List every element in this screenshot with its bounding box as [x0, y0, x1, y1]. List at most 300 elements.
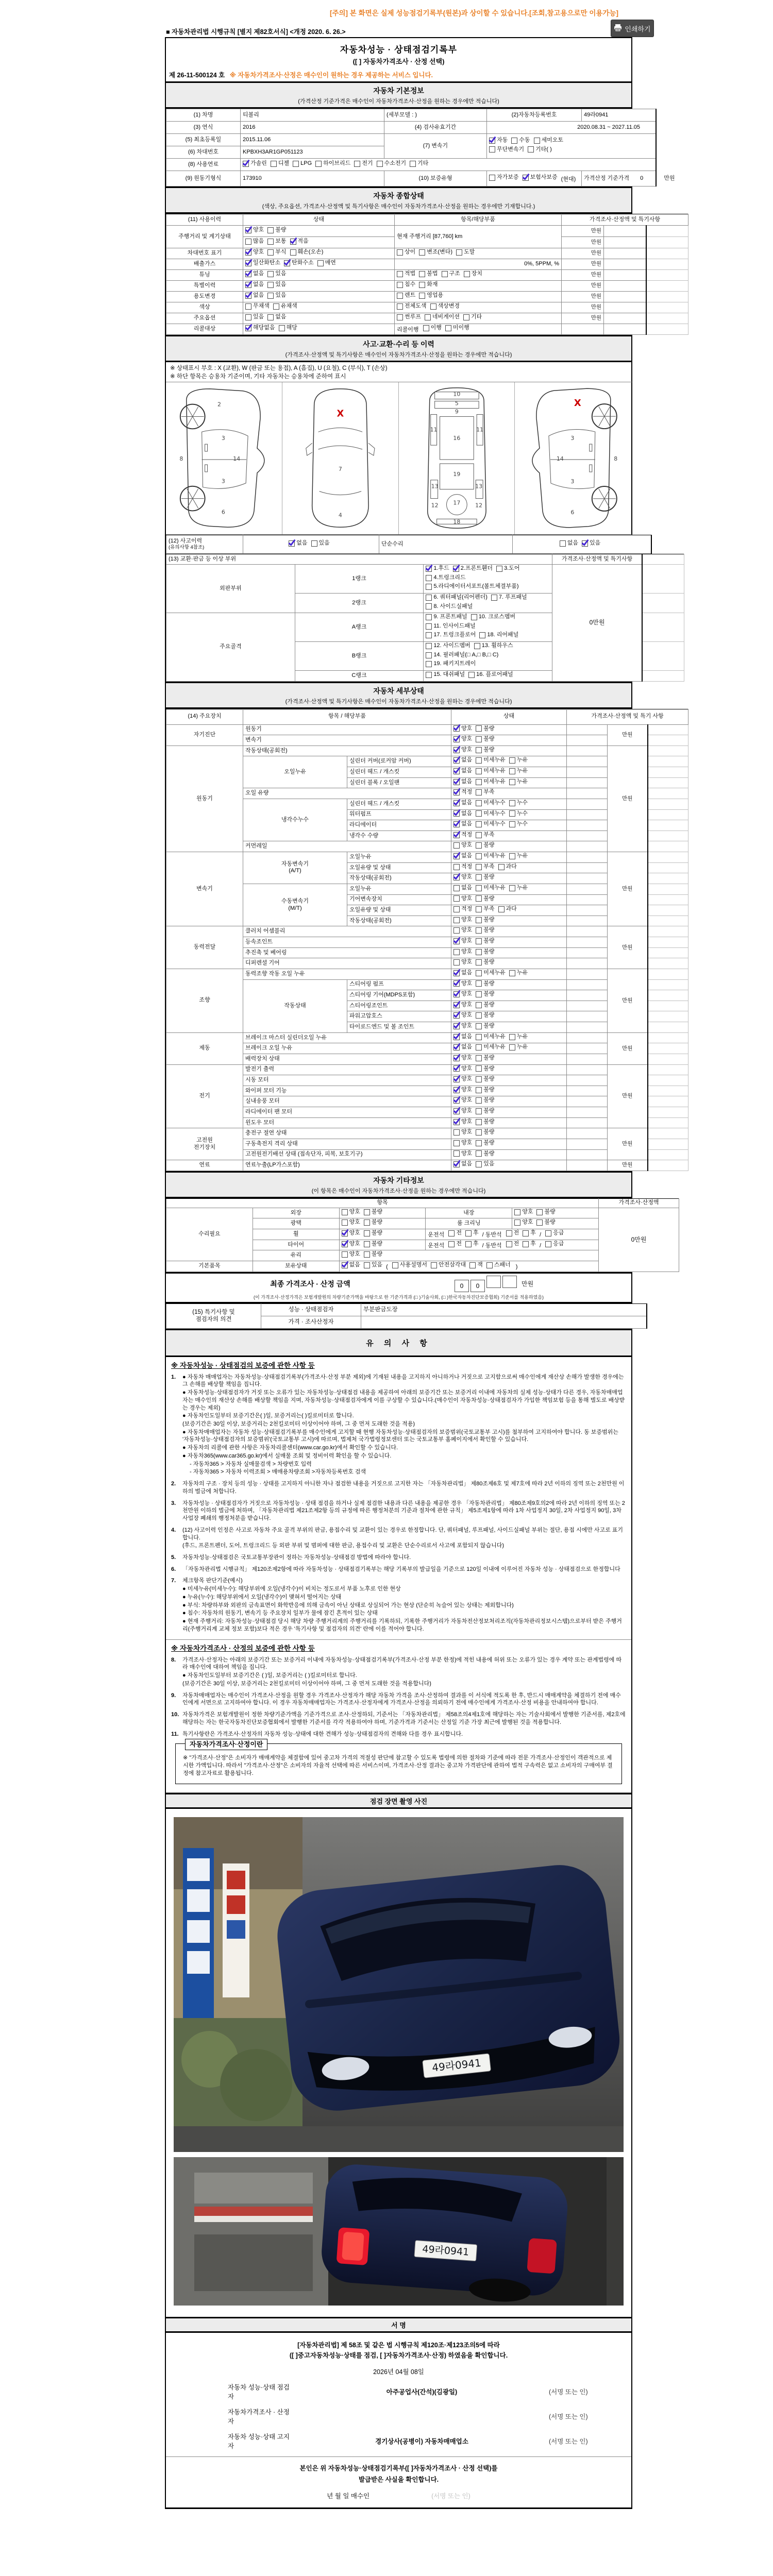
checkbox-label: 양호 [461, 959, 473, 965]
caution-notes [166, 1357, 632, 1793]
checkbox-불량[interactable] [476, 927, 494, 934]
checkbox-label: 보통 [275, 238, 287, 244]
checkbox-양호[interactable] [514, 1209, 533, 1216]
checkbox-부족[interactable] [476, 863, 494, 871]
checkbox-적정[interactable] [453, 863, 472, 871]
checkbox-label: 양호 [461, 1108, 473, 1114]
checkbox-불량[interactable] [476, 980, 494, 988]
checkbox-label: 불량 [483, 916, 495, 923]
checkbox-없음[interactable] [453, 757, 472, 764]
checkbox-box [509, 779, 515, 785]
checkbox-불량[interactable] [364, 1209, 382, 1216]
cell [582, 171, 675, 187]
checkbox-불량[interactable] [476, 1140, 494, 1147]
checkbox-탄화수소[interactable] [284, 260, 314, 267]
checkbox-불량[interactable] [476, 895, 494, 903]
final-price-note: (이 가격조사·산정가격은 보험개발원의 차량기준가액을 바탕으로 한 기준가격과 (□ )기술사회, (□ )한국자동차진단보증협회) 기준서를 적용하였음) [254, 1294, 544, 1300]
checkbox-있음[interactable] [245, 314, 264, 321]
checkbox-box [476, 1012, 482, 1019]
section-title: 자동차 세부상태 [373, 686, 424, 695]
checkbox-수동[interactable] [511, 137, 530, 144]
checkbox-변조(변타)[interactable] [419, 249, 452, 256]
checkbox-불량[interactable] [476, 874, 494, 881]
section-note: (가격조사·산정액 및 특기사항은 매수인이 자동차가격조사·산정을 원하는 경우에만 적습니다) [285, 352, 512, 358]
checkbox-적음[interactable] [290, 238, 309, 245]
checkbox-보험사보증[interactable] [523, 174, 558, 181]
checkbox-화재[interactable] [419, 281, 438, 289]
checkbox-후[interactable] [465, 1230, 479, 1237]
checkbox-box [364, 1251, 370, 1258]
checkbox-box [426, 603, 432, 609]
checkbox-누유[interactable] [509, 1044, 528, 1051]
checkbox-6. 쿼터패널(리어펜더)[interactable] [426, 594, 488, 601]
checkbox-미세누유[interactable] [476, 970, 506, 977]
checkbox-14. 필러패널(□ A,□ B,□ C)[interactable] [426, 652, 498, 659]
print-button[interactable] [611, 20, 654, 37]
checkbox-없음[interactable] [267, 314, 286, 321]
checkbox-없음[interactable] [342, 1262, 360, 1269]
options [453, 1033, 531, 1042]
note-number: 5. [171, 1554, 176, 1561]
checkbox-box [377, 161, 383, 167]
checkbox-누수[interactable] [509, 800, 528, 807]
checkbox-불량[interactable] [476, 1065, 494, 1073]
checkbox-box [476, 1108, 482, 1114]
checkbox-box [476, 970, 482, 976]
checkbox-양호[interactable] [342, 1251, 360, 1258]
checkbox-불량[interactable] [476, 1087, 494, 1094]
checkbox-없음[interactable] [245, 270, 264, 278]
note-line: ● 현재 주행거리: 자동차성능·상태점검 당시 해당 차량 주행거리계의 주행거리를 기록하되, 기록한 주행거리가 자동차전산정보처리조직(자동차관리정보시스템)으로부터 받은 주행거리(주행거리계 교체 정보 포함)보다 적은 경우 '특기사항 및 점검자의 의견' 란에 이를 적어야 합니다. [182, 1618, 622, 1632]
checkbox-없음[interactable] [453, 768, 472, 775]
cell: 연료 [166, 1160, 243, 1171]
checkbox-미세누수[interactable] [476, 810, 506, 818]
checkbox-label: 양호 [461, 1129, 473, 1136]
option-text: / 동반석 [482, 1242, 503, 1249]
checkbox-양호[interactable] [453, 1129, 472, 1136]
checkbox-양호[interactable] [453, 1097, 472, 1104]
checkbox-누수[interactable] [509, 821, 528, 828]
checkbox-12. 사이드멤버[interactable] [426, 642, 470, 650]
checkbox-적법[interactable] [397, 270, 415, 278]
checkbox-양호[interactable] [453, 980, 472, 988]
checkbox-18. 리어패널[interactable] [479, 632, 518, 639]
checkbox-과다[interactable] [498, 863, 517, 871]
checkbox-불량[interactable] [476, 1055, 494, 1062]
checkbox-미세누유[interactable] [476, 853, 506, 860]
checkbox-적정[interactable] [453, 832, 472, 839]
checkbox-누유[interactable] [509, 757, 528, 764]
checkbox-해당없음[interactable] [245, 325, 275, 332]
checkbox-불량[interactable] [536, 1209, 555, 1216]
checkbox-기타( )[interactable] [528, 146, 552, 154]
checkbox-양호[interactable] [453, 1140, 472, 1147]
checkbox-없음[interactable] [245, 281, 264, 289]
cell: 스티어링조인트 [347, 1001, 451, 1011]
checkbox-전체도색[interactable] [397, 303, 427, 310]
cell: 오일누유 [347, 884, 451, 894]
checkbox-양호[interactable] [453, 1087, 472, 1094]
checkbox-사용설명서[interactable] [392, 1262, 427, 1269]
checkbox-부족[interactable] [476, 832, 494, 839]
checkbox-부식[interactable] [267, 249, 286, 256]
cell [243, 270, 395, 281]
checkbox-양호[interactable] [245, 227, 264, 234]
options [342, 1221, 386, 1227]
checkbox-도말[interactable] [456, 249, 475, 256]
checkbox-있음[interactable] [582, 540, 600, 547]
options [453, 884, 531, 893]
cell [648, 788, 688, 799]
cell [451, 767, 567, 778]
signature-law-line-1: [자동차관리법] 제 58조 및 같은 법 시행규칙 제120조·제123조의5에 따라 [297, 2341, 500, 2349]
checkbox-17. 트렁크플로어[interactable] [426, 632, 476, 639]
cell [451, 724, 567, 735]
cell [451, 745, 567, 756]
options [453, 993, 498, 999]
checkbox-영업용[interactable] [419, 292, 443, 299]
checkbox-누유[interactable] [509, 768, 528, 775]
checkbox-후[interactable] [523, 1230, 536, 1237]
legend-line-1: ※ 상태표시 부호 : X (교환), W (판금 또는 용접), A (흠집), U (요철), C (부식), T (손상) [170, 365, 388, 371]
checkbox-미세누유[interactable] [476, 768, 506, 775]
checkbox-미세누유[interactable] [476, 1044, 506, 1051]
cell [648, 937, 688, 948]
checkbox-불량[interactable] [364, 1251, 382, 1258]
checkbox-불량[interactable] [476, 991, 494, 998]
checkbox-미세누수[interactable] [476, 821, 506, 828]
checkbox-8. 사이드실패널[interactable] [426, 603, 473, 611]
options [489, 139, 567, 145]
checkbox-양호[interactable] [453, 1108, 472, 1115]
cell [451, 1117, 567, 1128]
checkbox-양호[interactable] [453, 948, 472, 956]
checkbox-양호[interactable] [453, 917, 472, 924]
checkbox-응급[interactable] [545, 1230, 564, 1237]
checkbox-상이[interactable] [397, 249, 415, 256]
checkbox-양호[interactable] [453, 938, 472, 945]
checkbox-양호[interactable] [342, 1219, 360, 1226]
checkbox-없음[interactable] [560, 540, 578, 547]
checkbox-잭[interactable] [469, 1262, 483, 1269]
cell [243, 237, 395, 248]
checkbox-label: 전 [513, 1240, 519, 1247]
note-line: - 자동차365 > 자동차 실매물검색 > 차량번호 입력 [190, 1461, 312, 1467]
checkbox-양호[interactable] [453, 747, 472, 754]
cell [451, 1054, 567, 1064]
checkbox-없음[interactable] [453, 778, 472, 786]
cell [243, 535, 379, 554]
checkbox-양호[interactable] [453, 1065, 472, 1073]
checkbox-보통[interactable] [267, 238, 286, 245]
checkbox-label: 불량 [483, 948, 495, 955]
checkbox-있음[interactable] [267, 292, 286, 299]
checkbox-기타[interactable] [463, 314, 482, 321]
checkbox-불량[interactable] [476, 747, 494, 754]
checkbox-label: 불량 [483, 959, 495, 965]
checkbox-양호[interactable] [342, 1230, 360, 1237]
checkbox-불량[interactable] [476, 842, 494, 849]
checkbox-안전삼각대[interactable] [431, 1262, 466, 1269]
cell [648, 1096, 688, 1107]
checkbox-없음[interactable] [453, 853, 472, 860]
options [453, 1014, 498, 1020]
cell: 주행거리 및 계기상태 [166, 226, 243, 248]
checkbox-box [364, 1209, 370, 1215]
cell [604, 237, 646, 248]
checkbox-label: 없음 [349, 1261, 360, 1268]
checkbox-미세누유[interactable] [476, 757, 506, 764]
checkbox-box [476, 1150, 482, 1157]
checkbox-box [245, 293, 251, 299]
checkbox-15. 대쉬패널[interactable] [426, 671, 465, 679]
checkbox-부족[interactable] [476, 789, 494, 796]
checkbox-무채색[interactable] [245, 303, 270, 310]
checkbox-후[interactable] [465, 1241, 479, 1248]
section-title: 사고·교환·수리 등 이력 [363, 340, 434, 348]
checkbox-전[interactable] [506, 1230, 519, 1237]
signature-block [166, 2333, 632, 2509]
checkbox-구조[interactable] [442, 270, 460, 278]
checkbox-box [426, 672, 432, 678]
options [397, 283, 442, 290]
checkbox-적정[interactable] [453, 789, 472, 796]
checkbox-누유[interactable] [509, 853, 528, 860]
checkbox-없음[interactable] [453, 1044, 472, 1051]
checkbox-box [523, 1241, 529, 1247]
checkbox-2.프론트휀더[interactable] [453, 565, 493, 572]
cell: 항목 / 해당부품 [243, 709, 451, 724]
checkbox-box [509, 768, 515, 774]
note-line: ● 미세누유(미세누수): 해당부위에 오일(냉각수)이 비치는 정도로서 부품 노후로 인한 현상 [182, 1586, 401, 1592]
checkbox-장치[interactable] [464, 270, 482, 278]
checkbox-불량[interactable] [364, 1230, 382, 1237]
cell: 연료누출(LP가스포함) [243, 1160, 451, 1171]
checkbox-매연[interactable] [317, 260, 336, 267]
checkbox-불량[interactable] [476, 959, 494, 966]
options [453, 863, 520, 872]
checkbox-box [453, 1097, 460, 1104]
checkbox-없음[interactable] [453, 810, 472, 818]
checkbox-전[interactable] [506, 1241, 519, 1248]
checkbox-box [453, 917, 460, 923]
checkbox-label: 양호 [461, 1023, 473, 1029]
checkbox-불량[interactable] [476, 1023, 494, 1030]
checkbox-불량[interactable] [476, 1076, 494, 1083]
checkbox-label: LPG [300, 160, 312, 166]
checkbox-없음[interactable] [453, 885, 472, 892]
cell [451, 1064, 567, 1075]
checkbox-양호[interactable] [453, 736, 472, 743]
checkbox-전[interactable] [448, 1241, 462, 1248]
checkbox-자동[interactable] [489, 137, 508, 144]
checkbox-불량[interactable] [476, 1150, 494, 1158]
checkbox-미세누유[interactable] [476, 778, 506, 786]
checkbox-불량[interactable] [476, 1002, 494, 1009]
cell [451, 799, 567, 809]
checkbox-누유[interactable] [509, 1033, 528, 1041]
checkbox-부족[interactable] [476, 906, 494, 913]
checkbox-없음[interactable] [453, 1033, 472, 1041]
checkbox-없음[interactable] [453, 821, 472, 828]
options [453, 1163, 498, 1169]
checkbox-있음[interactable] [267, 281, 286, 289]
checkbox-불량[interactable] [476, 938, 494, 945]
checkbox-이행[interactable] [423, 325, 442, 332]
checkbox-침수[interactable] [397, 281, 415, 289]
checkbox-label: 적정 [461, 789, 473, 795]
checkbox-box [453, 800, 460, 806]
checkbox-응급[interactable] [545, 1241, 564, 1248]
checkbox-불량[interactable] [364, 1219, 382, 1226]
checkbox-box [509, 810, 515, 817]
checkbox-양호[interactable] [453, 842, 472, 849]
cell: C랭크 [295, 670, 424, 681]
checkbox-기타[interactable] [410, 160, 428, 167]
checkbox-1.후드[interactable] [426, 565, 449, 572]
checkbox-적정[interactable] [453, 906, 472, 913]
checkbox-미이행[interactable] [445, 325, 469, 332]
checkbox-11. 인사이드패널[interactable] [426, 623, 475, 630]
checkbox-네비게이션[interactable] [425, 314, 460, 321]
cell: 시동 모터 [243, 1075, 451, 1086]
checkbox-양호[interactable] [453, 1002, 472, 1009]
checkbox-box [342, 1230, 348, 1236]
checkbox-하이브리드[interactable] [315, 160, 350, 167]
checkbox-불량[interactable] [267, 227, 286, 234]
checkbox-과다[interactable] [498, 906, 517, 913]
checkbox-누유[interactable] [509, 970, 528, 977]
checkbox-미세누수[interactable] [476, 800, 506, 807]
checkbox-양호[interactable] [514, 1219, 533, 1226]
checkbox-불량[interactable] [476, 948, 494, 956]
checkbox-양호[interactable] [453, 874, 472, 881]
checkbox-양호[interactable] [453, 895, 472, 903]
checkbox-유채색[interactable] [273, 303, 297, 310]
checkbox-해당[interactable] [279, 325, 297, 332]
checkbox-자가보증[interactable] [489, 174, 519, 181]
checkbox-label: 전 [456, 1240, 462, 1247]
checkbox-box [397, 249, 403, 256]
checkbox-7. 루프패널[interactable] [491, 594, 527, 601]
checkbox-있음[interactable] [311, 540, 330, 547]
checkbox-무단변속기[interactable] [489, 146, 524, 154]
checkbox-19. 패키지트레이[interactable] [426, 660, 476, 668]
checkbox-양호[interactable] [453, 1012, 472, 1019]
cell: 만원 [562, 281, 604, 292]
checkbox-미세누유[interactable] [476, 885, 506, 892]
checkbox-양호[interactable] [245, 249, 264, 256]
checkbox-누유[interactable] [509, 885, 528, 892]
checkbox-없음[interactable] [453, 1161, 472, 1168]
checkbox-미세누유[interactable] [476, 1033, 506, 1041]
note-item [171, 1731, 626, 1739]
checkbox-불량[interactable] [364, 1241, 382, 1248]
final-price-digit: 0 [470, 1280, 485, 1292]
checkbox-5.라디에이터서포트(볼트체결부품)[interactable] [426, 583, 518, 590]
checkbox-있음[interactable] [364, 1262, 382, 1269]
checkbox-양호[interactable] [453, 1118, 472, 1126]
checkbox-양호[interactable] [453, 725, 472, 733]
checkbox-양호[interactable] [453, 1076, 472, 1083]
checkbox-13. 휠하우스[interactable] [474, 642, 513, 650]
checkbox-스패너[interactable] [486, 1262, 511, 1269]
checkbox-양호[interactable] [453, 991, 472, 998]
checkbox-양호[interactable] [453, 1055, 472, 1062]
checkbox-양호[interactable] [453, 1150, 472, 1158]
signer-name: 아주공업사(간석)(김광일) [386, 2388, 458, 2396]
checkbox-양호[interactable] [453, 927, 472, 934]
checkbox-색상변경[interactable] [430, 303, 460, 310]
checkbox-없음[interactable] [245, 292, 264, 299]
cell [648, 979, 688, 990]
checkbox-label: 후 [530, 1230, 536, 1236]
checkbox-없음[interactable] [453, 800, 472, 807]
checkbox-일산화탄소[interactable] [245, 260, 280, 267]
checkbox-양호[interactable] [342, 1241, 360, 1248]
checkbox-4.트렁크리드[interactable] [426, 574, 465, 582]
checkbox-세미오토[interactable] [534, 137, 564, 144]
checkbox-box [496, 566, 502, 572]
checkbox-훼손(오손)[interactable] [290, 249, 324, 256]
checkbox-가솔린[interactable] [243, 160, 267, 167]
checkbox-없음[interactable] [453, 970, 472, 977]
checkbox-box [397, 282, 403, 288]
checkbox-전기[interactable] [354, 160, 373, 167]
checkbox-불법[interactable] [419, 270, 438, 278]
checkbox-불량[interactable] [476, 1118, 494, 1126]
checkbox-LPG[interactable] [293, 160, 312, 167]
checkbox-디젤[interactable] [271, 160, 289, 167]
checkbox-불량[interactable] [476, 1108, 494, 1115]
options [514, 1221, 559, 1227]
checkbox-많음[interactable] [245, 238, 264, 245]
checkbox-있음[interactable] [476, 1161, 494, 1168]
checkbox-렌트[interactable] [397, 292, 415, 299]
checkbox-있음[interactable] [267, 270, 286, 278]
checkbox-불량[interactable] [536, 1219, 555, 1226]
checkbox-수소전기[interactable] [377, 160, 407, 167]
option-text: / [539, 1242, 543, 1249]
checkbox-box [476, 874, 482, 880]
checkbox-10. 크로스멤버[interactable] [471, 614, 515, 621]
checkbox-불량[interactable] [476, 917, 494, 924]
checkbox-누유[interactable] [509, 778, 528, 786]
cell: (5) 최초등록일 [166, 134, 241, 146]
checkbox-불량[interactable] [476, 736, 494, 743]
checkbox-썬루프[interactable] [397, 314, 421, 321]
checkbox-후[interactable] [523, 1241, 536, 1248]
checkbox-불량[interactable] [476, 1097, 494, 1104]
checkbox-label: 수동 [519, 137, 530, 143]
checkbox-양호[interactable] [342, 1209, 360, 1216]
checkbox-없음[interactable] [289, 540, 307, 547]
checkbox-16. 플로어패널[interactable] [468, 671, 513, 679]
checkbox-box [453, 810, 460, 817]
checkbox-label: 불량 [483, 1086, 495, 1093]
checkbox-양호[interactable] [453, 1023, 472, 1030]
checkbox-전[interactable] [448, 1230, 462, 1237]
checkbox-3.도어[interactable] [496, 565, 519, 572]
checkbox-불량[interactable] [476, 725, 494, 733]
checkbox-불량[interactable] [476, 1129, 494, 1136]
checkbox-누수[interactable] [509, 810, 528, 818]
checkbox-box [426, 661, 432, 667]
checkbox-양호[interactable] [453, 959, 472, 966]
checkbox-label: 불량 [483, 1065, 495, 1072]
checkbox-불량[interactable] [476, 1012, 494, 1019]
checkbox-9. 프론트패널[interactable] [426, 614, 467, 621]
